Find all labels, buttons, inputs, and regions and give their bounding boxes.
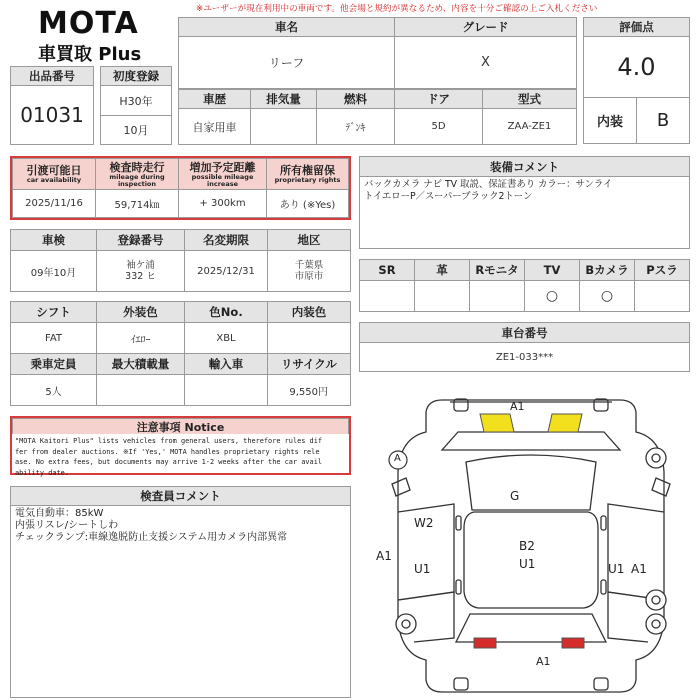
equipment-title: 装備コメント [359, 156, 690, 177]
notice-line-4: ability date. [15, 468, 69, 477]
option-leather-header: 革 [414, 259, 470, 281]
model-header: 型式 [482, 89, 577, 109]
interior-label: 内装 [583, 97, 637, 144]
option-tv-header: TV [524, 259, 580, 281]
brand-logo: MOTA [38, 6, 139, 41]
mileage-increase-value: + 300km [178, 189, 267, 218]
notice-line-3: ase. No extra fees, but documents may arrive 1-2 weeks after the car avail [15, 458, 322, 466]
diagram-left-front-door-label: W2 [414, 516, 434, 530]
history-header: 車歴 [178, 89, 251, 109]
mileage-increase-label-en: possible mileage increase [191, 172, 254, 188]
import-header: 輸入車 [184, 353, 268, 375]
mileage-value: 59,714㎞ [95, 189, 179, 218]
inspector-comment [10, 505, 351, 698]
notice-body [12, 434, 349, 477]
region-line-1: 千葉県 [294, 260, 324, 271]
notice-line-2: fer from dealer auctions. ※If 'Yes,' MOTA handles proprietary rights rele [15, 447, 320, 456]
interior-score: B [636, 97, 690, 144]
recycle-value: 9,550円 [267, 374, 351, 406]
inspection-value: 09年10月 [10, 250, 97, 292]
color-no-value: XBL [184, 322, 268, 354]
mileage-header [95, 158, 179, 190]
inspector-line-3: チェックランプ:車線逸脱防止支援システム用カメラ内部異常 [15, 532, 288, 543]
plate-line-1: 袖ケ浦 [126, 260, 155, 271]
inspector-line-1: 電気自動車：85kW [15, 508, 104, 519]
shift-value: FAT [10, 322, 97, 354]
proprietary-label-jp: 所有権留保 [280, 164, 335, 177]
chassis-number: ZE1-033*** [359, 342, 690, 372]
region-header: 地区 [267, 229, 351, 251]
ext-color-value: ｲｴﾛｰ [96, 322, 185, 354]
option-bcamera-header: Bカメラ [579, 259, 635, 281]
import-value [184, 374, 268, 406]
option-rmonitor-header: Rモニタ [469, 259, 525, 281]
history-value: 自家用車 [178, 108, 251, 145]
option-tv-mark: ○ [524, 280, 580, 312]
fuel-header: 燃料 [316, 89, 395, 109]
mileage-label-jp: 検査時走行 [109, 160, 165, 174]
option-bcamera-mark: ○ [579, 280, 635, 312]
doors-header: ドア [394, 89, 483, 109]
int-color-header: 内装色 [267, 301, 351, 323]
equipment-line-1: バックカメラ ナビ TV 取説、保証書あり カラー：サンライ [364, 179, 613, 190]
ext-color-header: 外装色 [96, 301, 185, 323]
first-reg-year: H30年 [100, 85, 172, 116]
diagram-roof-top-label: B2 [519, 539, 535, 553]
mileage-label-en: mileage during inspection [109, 172, 165, 188]
grade-header: グレード [394, 17, 577, 37]
car-name-header: 車名 [178, 17, 395, 37]
max-load-header: 最大積載量 [96, 353, 185, 375]
listing-no-value: 01031 [10, 85, 94, 145]
fuel-value: ﾃﾞﾝｷ [316, 108, 395, 145]
displacement-header: 排気量 [250, 89, 317, 109]
equipment-line-2: トイエローP／スーパーブラック2トーン [364, 191, 533, 202]
first-reg-header: 初度登録 [100, 66, 172, 86]
proprietary-label-en: proprietary rights [274, 176, 341, 184]
availability-date-header [12, 158, 96, 190]
shift-header: シフト [10, 301, 97, 323]
inspector-title: 検査員コメント [10, 486, 351, 506]
grade-value: X [394, 36, 577, 89]
region-value [267, 250, 351, 292]
diagram-left-rear-door-label: U1 [414, 562, 431, 576]
chassis-title: 車台番号 [359, 322, 690, 343]
diagram-hood-label: G [510, 489, 520, 503]
deadline-value: 2025/12/31 [184, 250, 268, 292]
proprietary-header [266, 158, 349, 190]
first-reg-month: 10月 [100, 115, 172, 145]
option-pslide-header: Pスラ [634, 259, 690, 281]
availability-date-value: 2025/11/16 [12, 189, 96, 218]
plate-header: 登録番号 [96, 229, 185, 251]
listing-no-header: 出品番号 [10, 66, 94, 86]
notice-line-1: "MOTA Kaitori Plus" lists vehicles from general users, therefore rules dif [15, 437, 322, 445]
capacity-header: 乗車定員 [10, 353, 97, 375]
availability-date-label-en: car availability [26, 176, 82, 184]
usage-notice: ※ユーザーが現在利用中の車両です。他会場と規約が異なるため、内容を十分ご確認の上ご入札ください [196, 4, 598, 14]
availability-date-label-jp: 引渡可能日 [26, 164, 82, 177]
max-load-value [96, 374, 185, 406]
deadline-header: 名変期限 [184, 229, 268, 251]
diagram-right-rear-door-label: U1 [608, 562, 625, 576]
mileage-increase-label-jp: 増加予定距離 [189, 160, 256, 174]
brand-subtitle: 車買取 Plus [38, 44, 142, 65]
option-leather-mark [414, 280, 470, 312]
inspector-line-2: 内張リスレ/シートしわ [15, 520, 119, 531]
option-pslide-mark [634, 280, 690, 312]
equipment-comment [359, 176, 690, 249]
recycle-header: リサイクル [267, 353, 351, 375]
doors-value: 5D [394, 108, 483, 145]
displacement-value [250, 108, 317, 145]
diagram-right-side-label: A1 [631, 562, 647, 576]
model-value: ZAA-ZE1 [482, 108, 577, 145]
option-sr-mark [359, 280, 415, 312]
diagram-front-left-circle: A [394, 453, 401, 464]
capacity-value: 5人 [10, 374, 97, 406]
plate-value [96, 250, 185, 292]
option-rmonitor-mark [469, 280, 525, 312]
region-line-2: 市原市 [294, 271, 324, 282]
color-no-header: 色No. [184, 301, 268, 323]
int-color-value [267, 322, 351, 354]
car-name-value: リーフ [178, 36, 395, 89]
diagram-left-side-label: A1 [376, 549, 392, 563]
diagram-rear-label: A1 [536, 655, 551, 668]
diagram-front-label: A1 [510, 400, 525, 413]
score-header: 評価点 [583, 17, 690, 37]
proprietary-value: あり (※Yes) [266, 189, 349, 218]
notice-title: 注意事項 Notice [12, 418, 349, 435]
diagram-roof-bottom-label: U1 [519, 557, 536, 571]
mileage-increase-header [178, 158, 267, 190]
score-value: 4.0 [583, 36, 690, 98]
inspection-header: 車検 [10, 229, 97, 251]
plate-line-2: 332 ヒ [125, 271, 156, 282]
option-sr-header: SR [359, 259, 415, 281]
